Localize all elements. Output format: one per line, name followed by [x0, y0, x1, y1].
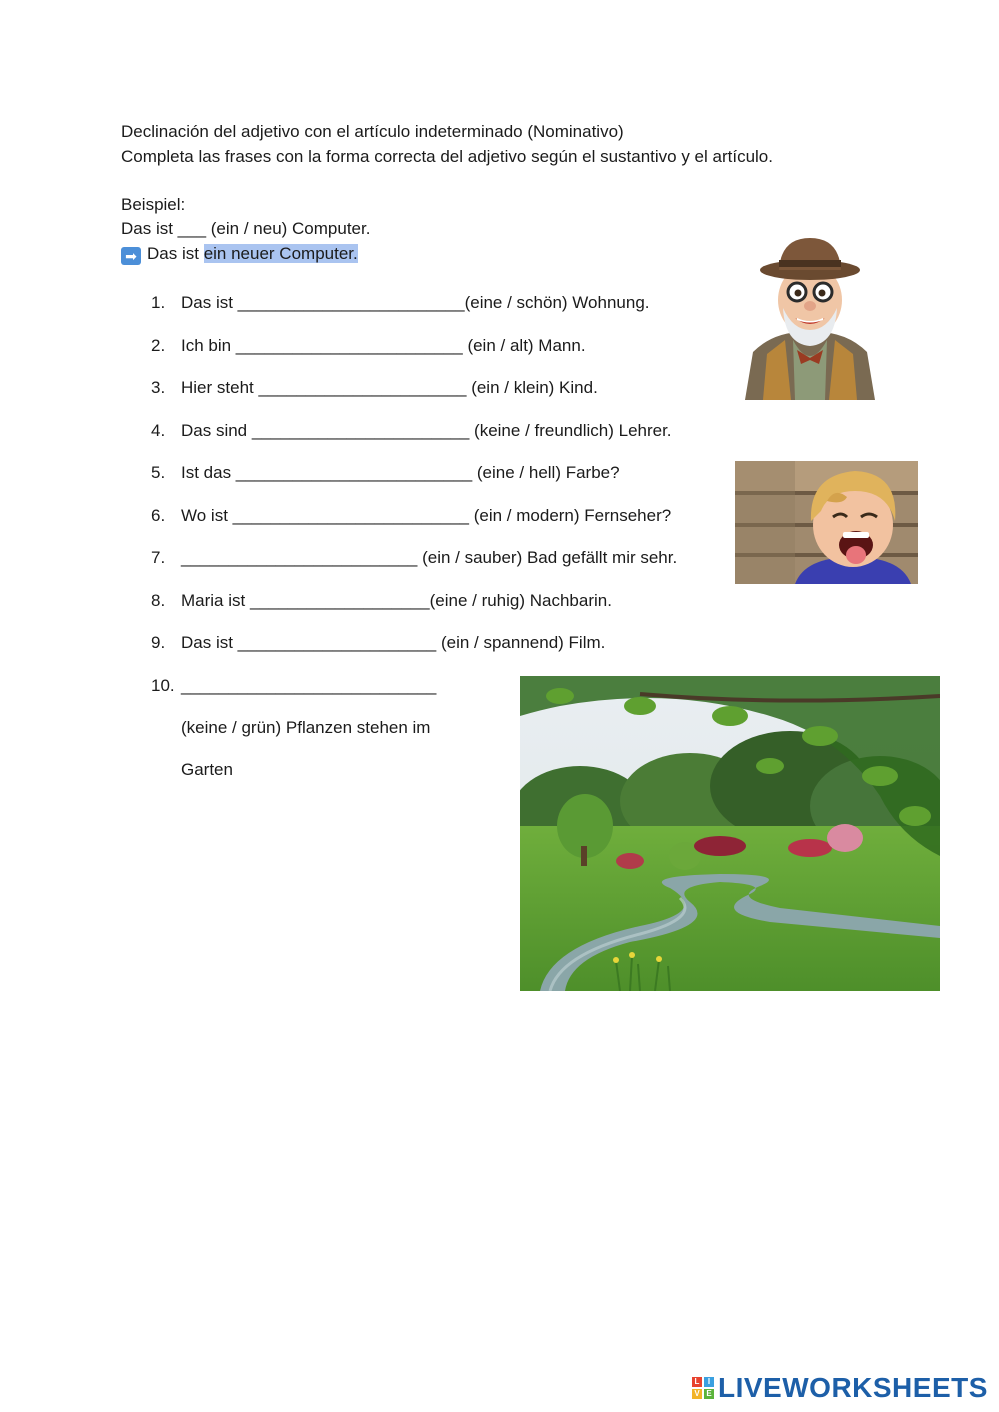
exercise-text: Das sind _______________________ (keine / freundlich) Lehrer.	[181, 421, 672, 440]
arrow-right-icon: ➡	[121, 247, 141, 265]
example-sentence: Das ist ___ (ein / neu) Computer.	[121, 219, 371, 238]
exercise-text: Das ist ________________________(eine / schön) Wohnung.	[181, 293, 650, 312]
example-answer	[121, 244, 358, 265]
exercise-text: Ist das _________________________ (eine / hell) Farbe?	[181, 463, 620, 482]
exercise-text: Hier steht ______________________ (ein / klein) Kind.	[181, 378, 598, 397]
worksheet-instruction: Completa las frases con la forma correcta del adjetivo según el sustantivo y el artículo.	[121, 147, 773, 166]
example-answer-highlight: ein neuer Computer.	[203, 244, 358, 263]
exercise-text-continued: (keine / grün) Pflanzen stehen im	[181, 718, 431, 737]
garden-landscape-image	[520, 676, 940, 991]
exercise-number: 1.	[151, 293, 166, 312]
exercise-number: 2.	[151, 336, 166, 355]
example-label: Beispiel:	[121, 195, 186, 214]
liveworksheets-logo	[692, 1373, 988, 1403]
exercise-number: 10.	[151, 676, 175, 695]
exercise-number: 8.	[151, 591, 166, 610]
exercise-number: 5.	[151, 463, 166, 482]
exercise-text-continued: Garten	[181, 760, 233, 779]
laughing-child-image	[735, 461, 918, 584]
exercise-number: 7.	[151, 548, 166, 567]
exercise-number: 4.	[151, 421, 166, 440]
exercise-number: 3.	[151, 378, 166, 397]
exercise-text: Ich bin ________________________ (ein / alt) Mann.	[181, 336, 586, 355]
exercise-text: Wo ist _________________________ (ein / modern) Fernseher?	[181, 506, 672, 525]
exercise-text: Das ist _____________________ (ein / spannend) Film.	[181, 633, 606, 652]
exercise-text: ___________________________	[181, 676, 437, 695]
exercise-text: _________________________ (ein / sauber) Bad gefällt mir sehr.	[181, 548, 678, 567]
exercise-number: 9.	[151, 633, 166, 652]
logo-mark-icon: L I V E	[692, 1377, 714, 1399]
logo-text: LIVEWORKSHEETS	[718, 1372, 988, 1403]
worksheet-title: Declinación del adjetivo con el artículo indeterminado (Nominativo)	[121, 122, 624, 141]
cartoon-old-man-image	[735, 232, 885, 400]
example-answer-prefix: Das ist	[147, 244, 204, 263]
exercise-text: Maria ist ___________________(eine / ruhig) Nachbarin.	[181, 591, 612, 610]
exercise-number: 6.	[151, 506, 166, 525]
